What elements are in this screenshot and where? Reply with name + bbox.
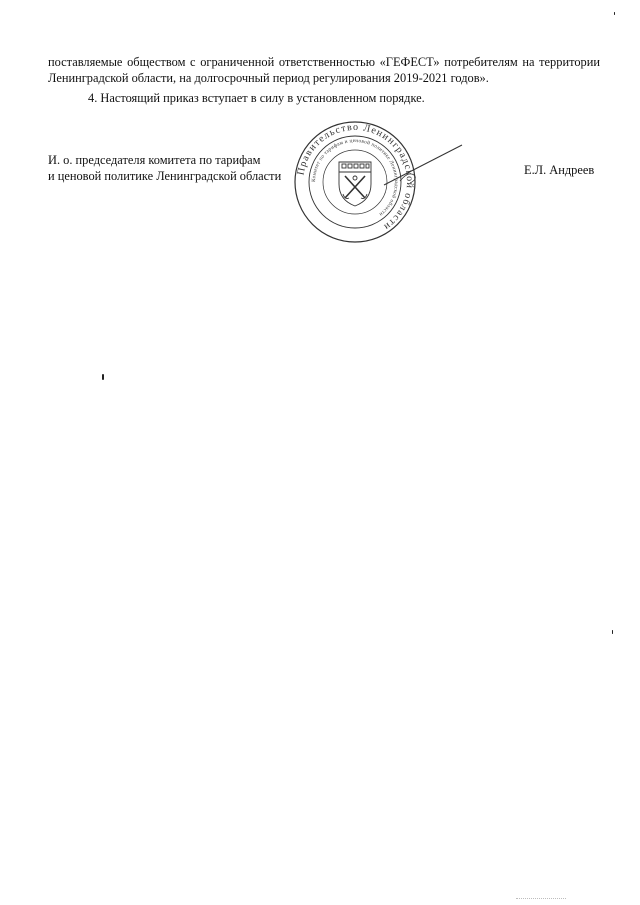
paragraph-continuation: поставляемые обществом с ограниченной ответственностью «ГЕФЕСТ» потребителям на территории Ленинградской области, на долгосрочный период регулирования 2019-2021 годов». bbox=[48, 55, 600, 85]
seal-inner-text: Комитет по тарифам и ценовой политике Ленинградской области bbox=[310, 137, 400, 218]
seal-outer-text: Правительство Ленинградской области bbox=[295, 121, 416, 233]
handwritten-signature bbox=[380, 135, 470, 195]
signatory-position-line-2: и ценовой политике Ленинградской области bbox=[48, 169, 282, 183]
footer-scan-marks bbox=[516, 898, 566, 902]
signatory-position bbox=[48, 152, 308, 184]
coat-of-arms-icon bbox=[339, 162, 371, 206]
signatory-position-line-1: И. о. председателя комитета по тарифам bbox=[48, 153, 261, 167]
scan-speck bbox=[614, 12, 615, 15]
scan-speck bbox=[102, 374, 104, 380]
signer-name: Е.Л. Андреев bbox=[524, 163, 595, 177]
scan-speck bbox=[612, 630, 613, 634]
paragraph-4: 4. Настоящий приказ вступает в силу в установленном порядке. bbox=[88, 91, 425, 105]
